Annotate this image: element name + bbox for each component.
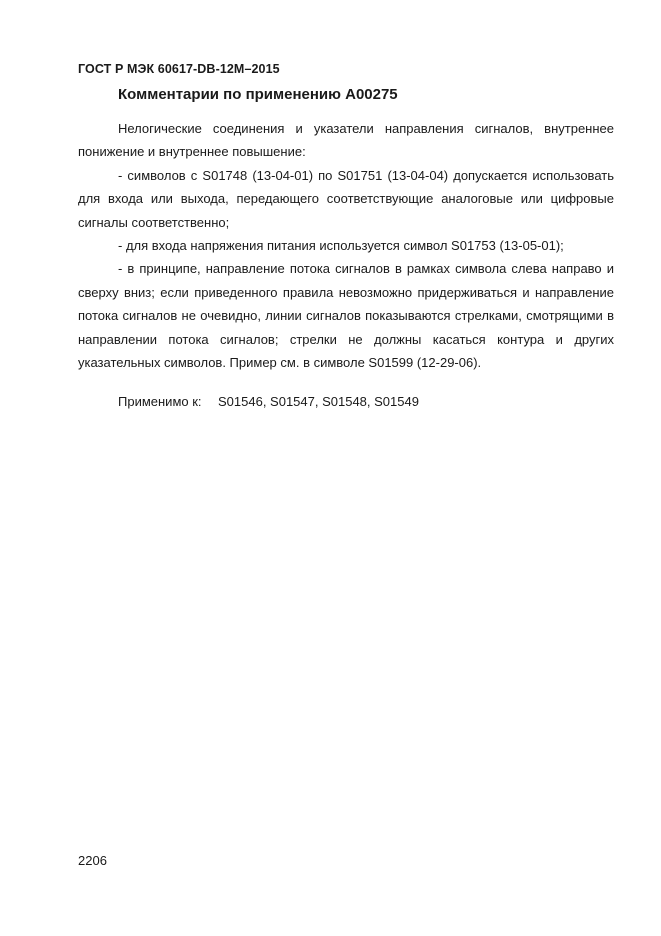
page-number: 2206 [78,853,107,868]
applies-to-value: S01546, S01547, S01548, S01549 [218,394,419,409]
section-title: Комментарии по применению A00275 [118,86,398,103]
paragraph-power-input: - для входа напряжения питания используется символ S01753 (13-05-01); [118,238,564,254]
paragraph-symbols-range: - символов с S01748 (13-04-01) по S01751 (13-04-04) допускается использовать для входа или выхода, передающего соответствующие аналоговые или цифровые сигналы соответственно; [78,167,614,230]
document-body [78,117,614,374]
applies-to [118,394,419,409]
paragraph-signal-flow: - в принципе, направление потока сигналов в рамках символа слева направо и сверху вниз; если приведенного правила невозможно придерживаться и направление потока сигналов не очевидно, линии сигналов показываются стрелками, смотрящими в направлении потока сигналов; стрелки не должны касаться контура и других указательных символов. Пример см. в символе S01599 (12-29-06). [78,261,614,371]
paragraph-intro: Нелогические соединения и указатели направления сигналов, внутреннее понижение и внутреннее повышение: [78,121,614,160]
applies-to-label: Применимо к: [118,394,202,409]
document-header: ГОСТ Р МЭК 60617-DB-12M–2015 [78,62,280,76]
